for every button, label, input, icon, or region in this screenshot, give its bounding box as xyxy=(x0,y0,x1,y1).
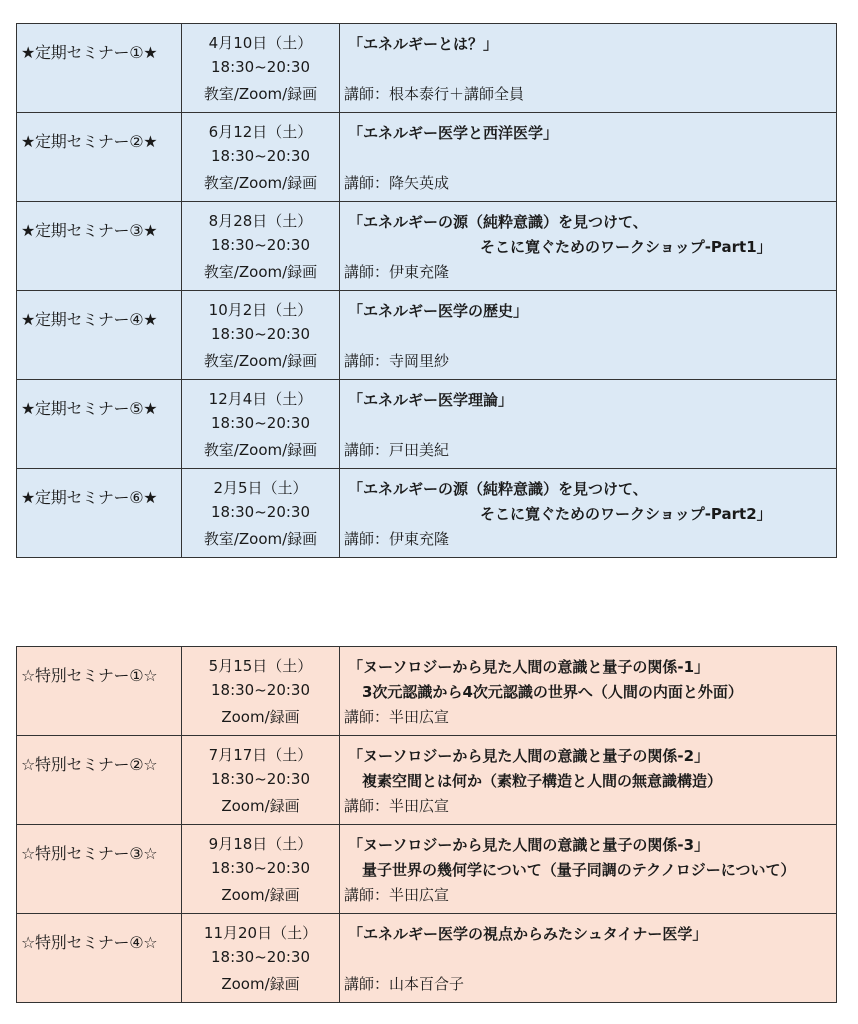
seminar-time: 18:30~20:30 xyxy=(210,503,311,521)
seminar-time: 18:30~20:30 xyxy=(210,325,311,343)
seminar-date: 12月4日（土） xyxy=(208,390,313,408)
seminar-venue: Zoom/録画 xyxy=(221,708,300,726)
special-seminar-row xyxy=(17,736,837,825)
regular-seminar-row xyxy=(17,113,837,202)
seminar-date: 10月2日（土） xyxy=(208,301,313,319)
seminar-date: 9月18日（土） xyxy=(208,835,313,853)
seminar-name: ★定期セミナー①★ xyxy=(21,43,158,62)
regular-seminar-row xyxy=(17,291,837,380)
regular-seminar-row xyxy=(17,202,837,291)
seminar-venue: 教室/Zoom/録画 xyxy=(203,441,318,459)
seminar-lecturer: 講師：半田広宣 xyxy=(344,797,450,815)
seminar-name-cell xyxy=(17,825,182,914)
seminar-name-cell xyxy=(17,113,182,202)
seminar-date: 6月12日（土） xyxy=(208,123,313,141)
seminar-venue: Zoom/録画 xyxy=(221,886,300,904)
special-seminar-row xyxy=(17,825,837,914)
seminar-time: 18:30~20:30 xyxy=(210,236,311,254)
seminar-name: ★定期セミナー⑥★ xyxy=(21,488,158,507)
seminar-lecturer: 講師：降矢英成 xyxy=(344,174,450,192)
seminar-title: 「エネルギーの源（純粋意識）を見つけて、 xyxy=(348,213,648,231)
seminar-date: 2月5日（土） xyxy=(213,479,308,497)
seminar-time: 18:30~20:30 xyxy=(210,770,311,788)
seminar-name: ☆特別セミナー②☆ xyxy=(21,755,158,774)
seminar-detail-cell xyxy=(340,113,837,202)
seminar-title: 「ヌーソロジーから見た人間の意識と量子の関係-2」 xyxy=(348,747,710,765)
seminar-subtitle: 量子世界の幾何学について（量子同調のテクノロジーについて） xyxy=(362,861,796,879)
seminar-title: 「エネルギー医学の視点からみたシュタイナー医学」 xyxy=(348,925,708,943)
special-seminar-table xyxy=(16,646,837,1003)
seminar-title: 「ヌーソロジーから見た人間の意識と量子の関係-1」 xyxy=(348,658,710,676)
seminar-venue: Zoom/録画 xyxy=(221,797,300,815)
seminar-title: 「エネルギー医学の歴史」 xyxy=(348,302,529,320)
seminar-name-cell xyxy=(17,469,182,558)
seminar-schedule-cell xyxy=(182,380,340,469)
regular-seminar-row xyxy=(17,380,837,469)
seminar-venue: 教室/Zoom/録画 xyxy=(203,263,318,281)
seminar-venue: 教室/Zoom/録画 xyxy=(203,352,318,370)
seminar-schedule-cell xyxy=(182,291,340,380)
seminar-lecturer: 講師：寺岡里紗 xyxy=(344,352,450,370)
seminar-name: ☆特別セミナー④☆ xyxy=(21,933,158,952)
seminar-name-cell xyxy=(17,24,182,113)
seminar-time: 18:30~20:30 xyxy=(210,147,311,165)
regular-seminar-table xyxy=(16,23,837,558)
seminar-name-cell xyxy=(17,914,182,1003)
seminar-time: 18:30~20:30 xyxy=(210,58,311,76)
seminar-name: ★定期セミナー③★ xyxy=(21,221,158,240)
seminar-detail-cell xyxy=(340,291,837,380)
seminar-date: 5月15日（土） xyxy=(208,657,313,675)
seminar-time: 18:30~20:30 xyxy=(210,859,311,877)
seminar-time: 18:30~20:30 xyxy=(210,948,311,966)
seminar-schedule-cell xyxy=(182,202,340,291)
seminar-subtitle: そこに寛ぐためのワークショップ-Part2」 xyxy=(480,505,772,523)
seminar-name-cell xyxy=(17,380,182,469)
regular-seminar-row xyxy=(17,24,837,113)
seminar-lecturer: 講師：伊東充隆 xyxy=(344,530,450,548)
seminar-lecturer: 講師：伊東充隆 xyxy=(344,263,450,281)
seminar-name: ★定期セミナー④★ xyxy=(21,310,158,329)
seminar-name-cell xyxy=(17,736,182,825)
seminar-name-cell xyxy=(17,647,182,736)
seminar-detail-cell xyxy=(340,380,837,469)
seminar-title: 「ヌーソロジーから見た人間の意識と量子の関係-3」 xyxy=(348,836,710,854)
seminar-name: ★定期セミナー⑤★ xyxy=(21,399,158,418)
seminar-schedule-cell xyxy=(182,736,340,825)
seminar-schedule-cell xyxy=(182,825,340,914)
seminar-detail-cell xyxy=(340,736,837,825)
seminar-date: 11月20日（土） xyxy=(203,924,318,942)
seminar-venue: 教室/Zoom/録画 xyxy=(203,174,318,192)
seminar-subtitle: 3次元認識から4次元認識の世界へ（人間の内面と外面） xyxy=(362,683,743,701)
seminar-schedule-cell xyxy=(182,469,340,558)
seminar-name: ☆特別セミナー③☆ xyxy=(21,844,158,863)
seminar-name: ☆特別セミナー①☆ xyxy=(21,666,158,685)
seminar-time: 18:30~20:30 xyxy=(210,681,311,699)
seminar-schedule-cell xyxy=(182,24,340,113)
seminar-detail-cell xyxy=(340,647,837,736)
seminar-title: 「エネルギー医学と西洋医学」 xyxy=(348,124,559,142)
seminar-detail-cell xyxy=(340,825,837,914)
seminar-date: 4月10日（土） xyxy=(208,34,313,52)
seminar-date: 7月17日（土） xyxy=(208,746,313,764)
seminar-lecturer: 講師：戸田美紀 xyxy=(344,441,450,459)
seminar-venue: 教室/Zoom/録画 xyxy=(203,530,318,548)
seminar-venue: Zoom/録画 xyxy=(221,975,300,993)
seminar-name-cell xyxy=(17,291,182,380)
seminar-title: 「エネルギー医学理論」 xyxy=(348,391,514,409)
seminar-lecturer: 講師：根本泰行＋講師全員 xyxy=(344,85,525,103)
seminar-schedule-cell xyxy=(182,914,340,1003)
seminar-title: 「エネルギーとは？」 xyxy=(348,35,499,53)
seminar-title: 「エネルギーの源（純粋意識）を見つけて、 xyxy=(348,480,648,498)
seminar-time: 18:30~20:30 xyxy=(210,414,311,432)
seminar-detail-cell xyxy=(340,914,837,1003)
seminar-lecturer: 講師：半田広宣 xyxy=(344,886,450,904)
seminar-detail-cell xyxy=(340,469,837,558)
seminar-name: ★定期セミナー②★ xyxy=(21,132,158,151)
seminar-date: 8月28日（土） xyxy=(208,212,313,230)
seminar-detail-cell xyxy=(340,24,837,113)
seminar-name-cell xyxy=(17,202,182,291)
seminar-lecturer: 講師：半田広宣 xyxy=(344,708,450,726)
special-seminar-row xyxy=(17,647,837,736)
regular-seminar-row xyxy=(17,469,837,558)
seminar-lecturer: 講師：山本百合子 xyxy=(344,975,465,993)
seminar-venue: 教室/Zoom/録画 xyxy=(203,85,318,103)
seminar-subtitle: そこに寛ぐためのワークショップ-Part1」 xyxy=(480,238,772,256)
seminar-schedule-cell xyxy=(182,647,340,736)
seminar-schedule-cell xyxy=(182,113,340,202)
seminar-detail-cell xyxy=(340,202,837,291)
seminar-subtitle: 複素空間とは何か（素粒子構造と人間の無意識構造） xyxy=(362,772,723,790)
special-seminar-row xyxy=(17,914,837,1003)
